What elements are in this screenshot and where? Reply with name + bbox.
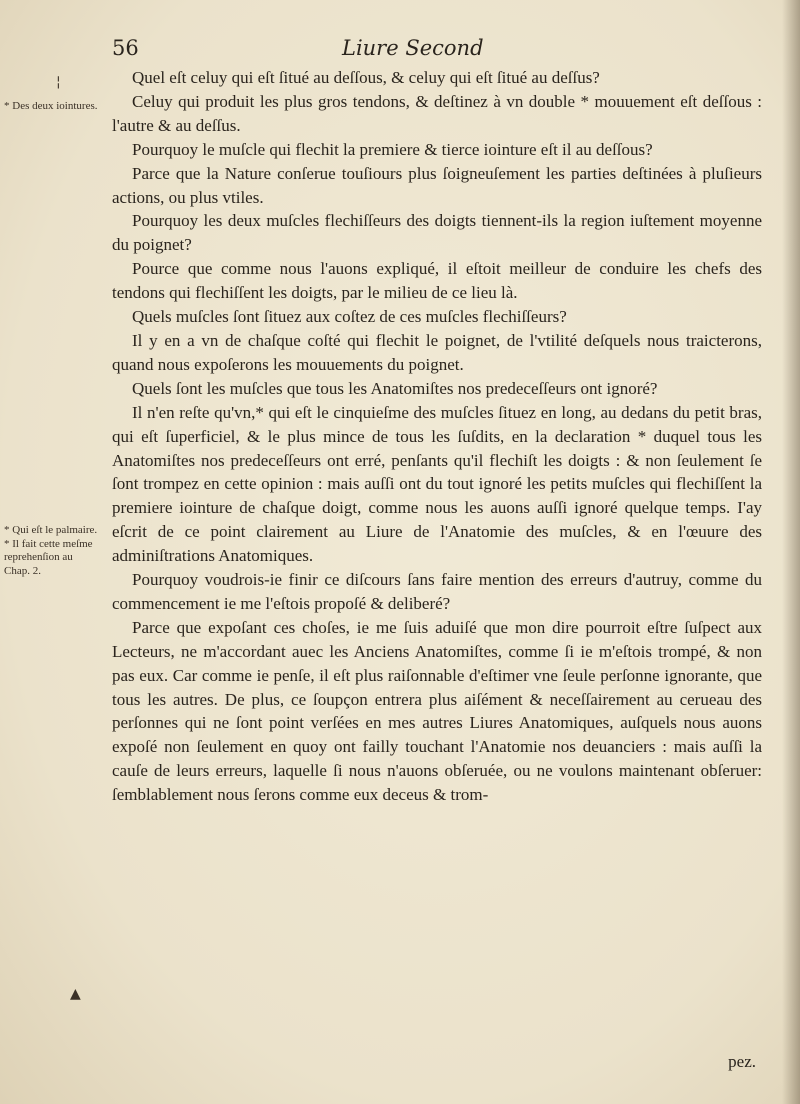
paragraph: Il y en a vn de chaſque coſté qui flechit le poignet, de l'vtilité deſquels nous traicterons, quand nous expoſerons les mouuements du poignet. <box>112 330 762 374</box>
paragraph: Il n'en reſte qu'vn,* qui eſt le cinquieſme des muſcles ſituez en long, au dedans du petit bras, qui eſt ſuperficiel, & le plus mince de tous les ſuſdits, en la declaration * duquel tous les Anatomiſtes nos predeceſſeurs ont erré, penſants qu'il flechiſt les doigts : & non ſeulement ſe ſont trompez en cette opinion : mais auſſi ont du tout ignoré les petits muſcles qui flechiſſent la premiere iointure de chaſque doigt, comme nous les auons auſſi ignoré quelque temps. I'ay eſcrit de ce point clairement au Liure de l'Anatomie des muſcles, & en l'œuure des adminiſtrations Anatomiques. <box>112 402 762 566</box>
paragraph: Pource que comme nous l'auons expliqué, il eſtoit meilleur de conduire les chefs des tendons qui flechiſſent les doigts, par le milieu de ce lieu là. <box>112 259 762 303</box>
page-number: 56 <box>112 36 139 60</box>
margin-tick: ¦ <box>56 74 61 90</box>
margin-note-palmaire: * Qui eſt le palmaire. * Il fait cette meſme reprehenſion au Chap. 2. <box>4 524 98 577</box>
margin-triangle-mark: ▲ <box>70 986 81 1002</box>
paragraph: Quels muſcles ſont ſituez aux coſtez de ces muſcles flechiſſeurs? <box>132 307 567 327</box>
page-gutter-shadow <box>782 0 800 1104</box>
page-header <box>112 36 760 66</box>
paragraph: Celuy qui produit les plus gros tendons, & deſtinez à vn double * mouuement eſt deſſous : l'autre & au deſſus. <box>112 91 762 135</box>
paragraph: Parce que la Nature conſerue touſiours plus ſoigneuſement les parties deſtinées à pluſieurs actions, ou plus vtiles. <box>112 163 762 207</box>
body-text <box>112 66 762 807</box>
running-title: Liure Second <box>342 36 484 60</box>
paragraph: Pourquoy le muſcle qui flechit la premiere & tierce iointure eſt il au deſſous? <box>132 139 653 159</box>
margin-note-iointures: * Des deux iointures. <box>4 100 98 112</box>
paragraph: Parce que expoſant ces choſes, ie me ſuis aduiſé que mon dire pourroit eſtre ſuſpect aux Lecteurs, ne m'accordant auec les Anciens Anatomiſtes, comme ſi ie m'eſtois trompé, & non pas eux. Car comme ie penſe, il eſt plus raiſonnable d'eſtimer vne ſeule perſonne ignorante, que tous les autres. De plus, ce ſoupçon entrera plus aiſément & neceſſairement au cerueau des perſonnes qui ne ſont point verſées en mes autres Liures Anatomiques, auſquels nous auons expoſé non ſeulement en quoy ont failly touchant l'Anatomie nos deuanciers : mais auſſi la cauſe de leurs erreurs, laquelle ſi nous n'auons obſeruée, ou ne voulons maintenant obſeruer: ſemblablement nous ſerons comme eux deceus & trom- <box>112 617 762 805</box>
paragraph: Pourquoy les deux muſcles flechiſſeurs des doigts tiennent-ils la region iuſtement moyenne du poignet? <box>112 211 762 255</box>
paragraph: Quels ſont les muſcles que tous les Anatomiſtes nos predeceſſeurs ont ignoré? <box>132 378 658 398</box>
paragraph: Pourquoy voudrois-ie finir ce diſcours ſans faire mention des erreurs d'autruy, comme du commencement ie me l'eſtois propoſé & deliberé? <box>112 570 762 613</box>
paragraph: Quel eſt celuy qui eſt ſitué au deſſous, & celuy qui eſt ſitué au deſſus? <box>132 68 600 87</box>
catchword: pez. <box>728 1052 756 1071</box>
